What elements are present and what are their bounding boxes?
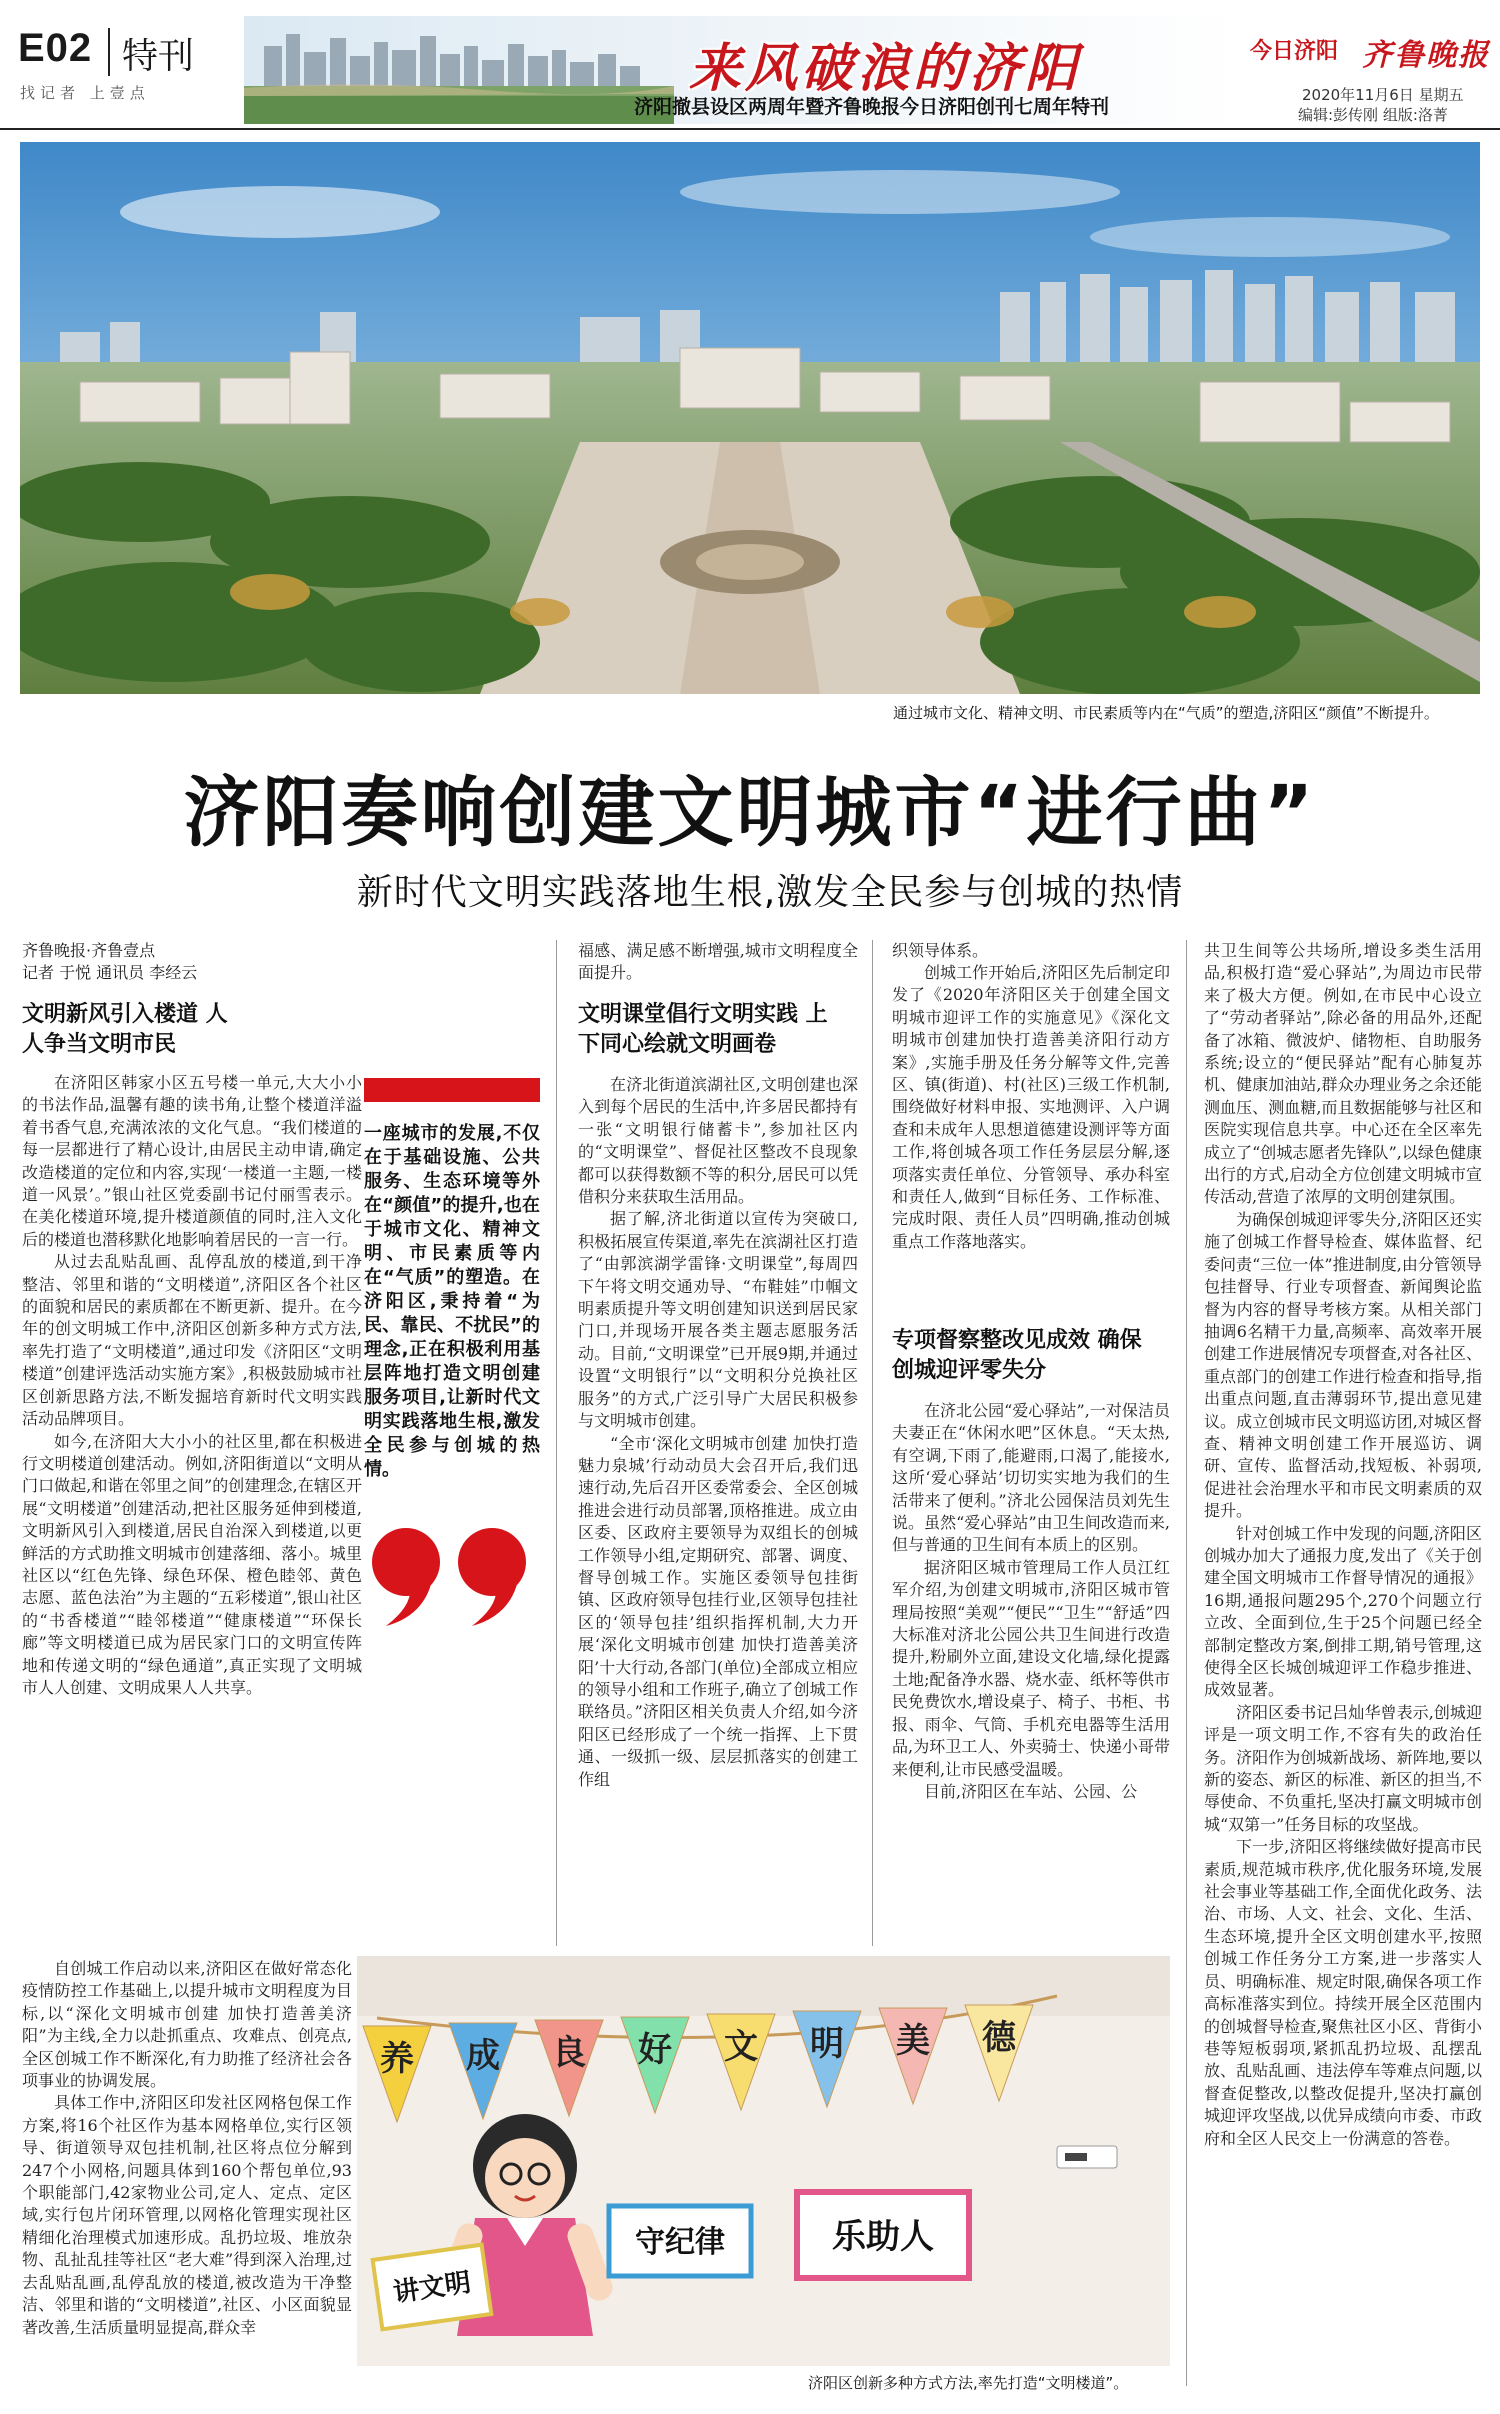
article-paragraph: “全市‘深化文明城市创建 加快打造魅力泉城’行动动员大会召开后,我们迅速行动,先后召开区委常委会、全区创城推进会进行动员部署,顶格推进。成立由区委、区政府主要领导为双组长的创城工作领导小组,定期研究、部署、调度、督导创城工作。实施区委领导包挂街镇、区政府领导包挂行业,区领导包挂社区的‘领导包挂’组织指挥机制,大力开展‘深化文明城市创建 加快打造善美济阳’十大行动,各部门(单位)全部成立相应的领导小组和工作班子,确立了创城工作联络员。”济阳区相关负责人介绍,如今济阳区已经形成了一个统一指挥、上下贯通、一级抓一级、层层抓落实的创建工作组 xyxy=(578,1433,858,1789)
page-number: E02 xyxy=(18,26,93,70)
byline-authors: 记者 于悦 通讯员 李经云 xyxy=(22,963,198,982)
bunting-flag-character: 德 xyxy=(982,2018,1016,2058)
civilized-corridor-photo xyxy=(357,1956,1170,2366)
article-paragraph: 目前,济阳区在车站、公园、公 xyxy=(924,1781,1138,1801)
article-paragraph: 共卫生间等公共场所,增设多类生活用品,积极打造“爱心驿站”,为周边市民带来了极大方便。例如,在市民中心设立了“劳动者驿站”,除必备的用品外,还配备了冰箱、微波炉、储物柜、自助服务系统;设立的“便民驿站”配有心肺复苏机、健康加油站,群众办理业务之余还能测血压、测血糖,而且数据能够与社区和医院实现信息共享。中心还在全区率先成立了“创城志愿者先锋队”,以绿色健康出行的方式,启动全方位创建文明城市宣传活动,营造了浓厚的文明创建氛围。 xyxy=(1204,941,1482,1207)
city-aerial-image xyxy=(20,142,1480,694)
article-column-1-top xyxy=(22,1072,362,1952)
article-paragraph: 在济北公园“爱心驿站”,一对保洁员夫妻正在“休闲水吧”区休息。“天太热,有空调,下雨了,能避雨,口渴了,能接水,这所‘爱心驿站’切切实实地为我们的生活带来了便利。”济北公园保洁员刘先生说。虽然“爱心驿站”由卫生间改造而来,但与普通的卫生间有本质上的区别。 xyxy=(892,1401,1170,1555)
article-paragraph: 据了解,济北街道以宣传为突破口,积极拓展宣传渠道,率先在滨湖社区打造了“由郭滨湖学雷锋·文明课堂”,每周四下午将文明交通劝导、“布鞋娃”巾帼文明素质提升等文明创建知识送到居民家门口,并现场开展各类主题志愿服务活动。目前,“文明课堂”已开展9期,并通过设置“文明银行”以“文明积分兑换社区服务”的方式,广泛引导广大居民积极参与文明城市创建。 xyxy=(578,1209,858,1431)
banner xyxy=(244,16,1244,124)
section-heading-3: 专项督察整改见成效 确保创城迎评零失分 xyxy=(892,1328,1142,1383)
bunting-flag-character: 美 xyxy=(896,2021,930,2061)
column-divider xyxy=(872,940,873,1946)
banner-title: 来风破浪的济阳 xyxy=(689,38,1082,99)
header-rule xyxy=(0,128,1500,130)
article-paragraph: 下一步,济阳区将继续做好提高市民素质,规范城市秩序,优化服务环境,发展社会事业等基础工作,全面优化政务、法治、市场、人文、社会、文化、生活、生态环境,提升全区文明创建水平,按照创城工作任务分工方案,进一步落实人员、明确标准、规定时限,确保各项工作高标准落实到位。持续开展全区范围内的创城督导检查,聚焦社区小区、背街小巷等短板弱项,紧抓乱扔垃圾、乱摆乱放、乱贴乱画、违法停车等难点问题,以督查促整改,以整改促提升,坚决打赢创城迎评攻坚战,以优异成绩向市委、市政府和全区人民交上一份满意的答卷。 xyxy=(1204,1837,1482,2148)
section-heading-1: 文明新风引入楼道 人人争当文明市民 xyxy=(22,1002,228,1057)
sign-card-2 xyxy=(609,2206,751,2276)
article-paragraph: 据济阳区城市管理局工作人员江红军介绍,为创建文明城市,济阳区城市管理局按照“美观”“便民”“卫生”“舒适”四大标准对济北公园公共卫生间进行改造提升,粉刷外立面,建设文化墙,绿化提露土地;配备净水器、烧水壶、纸杯等供市民免费饮水,增设桌子、椅子、书柜、书报、雨伞、气筒、手机充电器等生活用品,为环卫工人、外卖骑士、快递小哥带来便利,让市民感受温暖。 xyxy=(892,1557,1170,1779)
byline-source: 齐鲁晚报·齐鲁壹点 xyxy=(22,941,156,960)
article-column-2-top xyxy=(578,940,858,988)
bunting-flag-character: 养 xyxy=(380,2039,414,2079)
article-column-3-a xyxy=(892,962,1170,1316)
sign-text-1: 讲文明 xyxy=(391,2267,473,2309)
brand-name: 今日济阳 xyxy=(1250,39,1339,64)
article-column-3-b xyxy=(892,1400,1170,1948)
bunting-flag-character: 良 xyxy=(552,2033,586,2073)
sign-text-3: 乐助人 xyxy=(832,2217,934,2257)
article-paragraph: 自创城工作启动以来,济阳区在做好常态化疫情防控工作基础上,以提升城市文明程度为目标,以“深化文明城市创建 加快打造善美济阳”为主线,全力以赴抓重点、攻难点、创亮点,全区创城工作不断深化,有力助推了经济社会各项事业的协调发展。 xyxy=(22,1959,352,2091)
pull-quote-bar xyxy=(364,1078,540,1102)
article-paragraph: 在济阳区韩家小区五号楼一单元,大大小小的书法作品,温馨有趣的读书角,让整个楼道洋溢着书香气息,充满浓浓的文化气息。“我们楼道的每一层都进行了精心设计,由居民主动申请,确定改造楼道的定位和内容,实现‘一楼道一主题,一楼道一风景’。”银山社区党委副书记付丽雪表示。在美化楼道环境,提升楼道颜值的同时,注入文化后的楼道也潜移默化地影响着居民的一言一行。 xyxy=(22,1073,362,1249)
bunting-flag-character: 成 xyxy=(466,2036,500,2076)
article-paragraph: 针对创城工作中发现的问题,济阳区创城办加大了通报力度,发出了《关于创建全国文明城市工作督导情况的通报》16期,通报问题295个,270个问题立行立改、全面到位,生于25个问题已经全部制定整改方案,倒排工期,销号管理,这使得全区长城创城迎评工作稳步推进、成效显著。 xyxy=(1204,1523,1482,1700)
page-header xyxy=(0,0,1500,132)
article-paragraph: 具体工作中,济阳区印发社区网格包保工作方案,将16个社区作为基本网格单位,实行区领导、街道领导双包挂机制,社区将点位分解到247个小网格,问题具体到160个帮包单位,93个职能部门,42家物业公司,定人、定点、定区域,实行包片闭环管理,以网格化管理实现社区精细化治理模式加速形成。乱扔垃圾、堆放杂物、乱扯乱挂等社区“老大难”得到深入治理,过去乱贴乱画,乱停乱放的楼道,被改造为干净整洁、邻里和谐的“文明楼道”,社区、小区面貌显著改善,生活质量明显提高,群众幸 xyxy=(22,2093,352,2337)
article-paragraph: 如今,在济阳大大小小的社区里,都在积极进行文明楼道创建活动。例如,济阳街道以“文明从门口做起,和谐在邻里之间”的创建理念,在辖区开展“文明楼道”创建活动,把社区服务延伸到楼道,文明新风引入到楼道,居民自治深入到楼道,以更鲜活的方式助推文明城市创建落细、落小。城里社区以“红色先锋、绿色环保、橙色睦邻、黄色志愿、蓝色法治”为主题的“五彩楼道”,银山社区的“书香楼道”“睦邻楼道”“健康楼道”“环保长廊”等文明楼道已成为居民家门口的文明宣传阵地和传递文明的“绿色通道”,真正实现了文明城市人人创建、文明成果人人共享。 xyxy=(22,1431,362,1697)
bunting-flag-character: 文 xyxy=(724,2027,758,2067)
section-name: 特刊 xyxy=(122,36,195,77)
bunting-flag-character: 明 xyxy=(810,2024,844,2064)
newspaper-logo: 齐鲁晚报 xyxy=(1362,38,1490,73)
article-paragraph: 织领导体系。 xyxy=(892,941,989,960)
header-divider xyxy=(108,28,110,76)
sign-text-2: 守纪律 xyxy=(635,2225,725,2260)
article-paragraph: 为确保创城迎评零失分,济阳区还实施了创城工作督导检查、媒体监督、纪委问责“三位一体”推进制度,由分管领导包挂督导、行业专项督查、新闻舆论监督为内容的督导考核方案。从相关部门抽调6名精干力量,高频率、高效率开展创建工作进展情况专项督查,对各社区、重点部门的创建工作进行检查和指导,指出重点问题,直击薄弱环节,提出意见建议。成立创城市民文明巡访团,对城区督查、精神文明创建工作开展巡访、调研、宣传、监督活动,找短板、补弱项,促进社会治理水平和市民文明素质的双提升。 xyxy=(1204,1209,1482,1521)
banner-subtitle: 济阳撤县设区两周年暨齐鲁晚报今日济阳创刊七周年特刊 xyxy=(634,96,1110,118)
article-paragraph: 从过去乱贴乱画、乱停乱放的楼道,到干净整洁、邻里和谐的“文明楼道”,济阳区各个社区的面貌和居民的素质都在不断更新、提升。在今年的创文明城工作中,济阳区创新多种方式方法,率先打造了“文明楼道”,通过印发《济阳区“文明楼道”创建评选活动实施方案》,积极鼓励城市社区创新思路方法,不断发掘培育新时代文明实践活动品牌项目。 xyxy=(22,1252,362,1429)
pull-quote: 一座城市的发展,不仅在于基础设施、公共服务、生态环境等外在“颜值”的提升,也在于城市文化、精神文明、市民素质等内在“气质”的塑造。在济阳区,秉持着“为民、靠民、不扰民”的理念,正在积极利用基层阵地打造文明创建服务项目,让新时代文明实践落地生根,激发全民参与创城的热情。 xyxy=(364,1123,540,1480)
headline: 济阳奏响创建文明城市“进行曲” xyxy=(183,768,1317,857)
article-paragraph: 在济北街道滨湖社区,文明创建也深入到每个居民的生活中,许多居民都持有一张“文明银行储蓄卡”,参加社区内的“文明课堂”、督促社区整改不良现象都可以获得数额不等的积分,居民可以凭借积分来获取生活用品。 xyxy=(578,1075,858,1207)
article-column-2 xyxy=(578,1074,858,1950)
article-column-1-bottom xyxy=(22,1958,352,2388)
subheadline: 新时代文明实践落地生根,激发全民参与创城的热情 xyxy=(356,872,1184,913)
article-column-4 xyxy=(1204,940,1482,2396)
issue-date: 2020年11月6日 星期五 xyxy=(1302,86,1464,104)
column-divider xyxy=(556,940,557,1946)
article-paragraph: 福感、满足感不断增强,城市文明程度全面提升。 xyxy=(578,941,858,983)
sign-card-3 xyxy=(797,2192,969,2278)
section-heading-2: 文明课堂倡行文明实践 上下同心绘就文明画卷 xyxy=(578,1002,828,1057)
article-paragraph: 济阳区委书记吕灿华曾表示,创城迎评是一项文明工作,不容有失的政治任务。济阳作为创城新战场、新阵地,要以新的姿态、新区的标准、新区的担当,不辱使命、不负重托,坚决打赢文明城市创城“双第一”任务目标的攻坚战。 xyxy=(1204,1702,1482,1834)
corridor-wall-image xyxy=(357,1956,1170,2366)
hero-aerial-photo xyxy=(20,142,1480,694)
sign-card-1 xyxy=(373,2245,492,2330)
bunting-flag-character: 好 xyxy=(638,2030,672,2070)
header-credit: 找记者 上壹点 xyxy=(20,84,150,102)
article-column-3-top xyxy=(892,940,1170,964)
photo2-caption: 济阳区创新多种方式方法,率先打造“文明楼道”。 xyxy=(808,2374,1129,2392)
byline xyxy=(22,940,362,984)
hero-caption: 通过城市文化、精神文明、市民素质等内在“气质”的塑造,济阳区“颜值”不断提升。 xyxy=(893,704,1439,722)
quote-mark-icon xyxy=(364,1522,540,1632)
column-divider xyxy=(1186,940,1187,2386)
article-paragraph: 创城工作开始后,济阳区先后制定印发了《2020年济阳区关于创建全国文明城市迎评工作的实施意见》《深化文明城市创建加快打造善美济阳行动方案》,实施手册及任务分解等文件,完善区、镇(街道)、村(社区)三级工作机制,围绕做好材料申报、实地测评、入户调查和未成年人思想道德建设测评等方面工作,将创城各项工作任务层层分解,逐项落实责任单位、分管领导、承办科室和责任人,做到“目标任务、工作标准、完成时限、责任人员”四明确,推动创城重点工作落地落实。 xyxy=(892,963,1170,1251)
editor-credit: 编辑:彭传刚 组版:洛菁 xyxy=(1298,106,1448,124)
